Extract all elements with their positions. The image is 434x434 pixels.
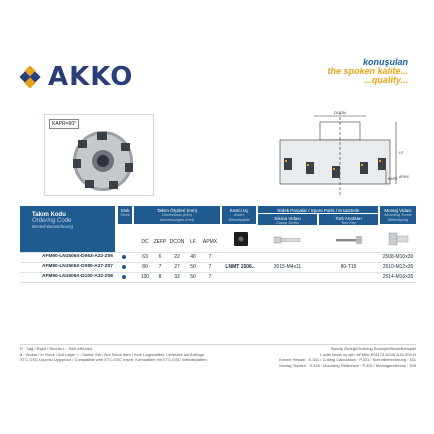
row-lf: 50	[190, 274, 196, 280]
footer-divider	[20, 344, 416, 345]
col-zefp: ZEFP	[153, 239, 167, 245]
row-lf: 40	[190, 254, 196, 260]
row-dcon: 32	[174, 274, 180, 280]
row-zefp: 6	[158, 254, 162, 260]
torx-key-image	[334, 234, 364, 246]
row-code: AFM90-LN1506X-D100-A32-Z08	[42, 274, 113, 279]
stock-en: Stock	[120, 213, 130, 217]
row-mount: 2510-M12x35	[382, 264, 414, 270]
row-dc: 100	[140, 274, 150, 280]
table-row	[20, 272, 416, 282]
col-dc: DC	[141, 239, 149, 245]
row-mount: 2508-M10x30	[382, 254, 414, 260]
code-header-tr: Takım Kodu	[32, 212, 66, 218]
row-dcon: 27	[174, 264, 180, 270]
footnote-right-2: 1 adet kesici uç için: AFM90-E01173-D040-A16-Z04-H	[319, 351, 416, 357]
brand-name: AKKO	[48, 62, 134, 92]
insert-tr: Kesici Uç	[229, 208, 249, 213]
footnote-right-3: Kesme Hesabı : S.331 / Cutting Calculation : P.331 / Schnittberechnung : 331	[279, 357, 416, 362]
dims-en: Dimensions (mm)	[162, 213, 192, 217]
mounting-screw-image	[386, 232, 410, 246]
mount-group-header	[380, 206, 416, 224]
footnote-left-3: XTC-GSC Uyumlu Uygundur / Compatible with XTC-GSC Insert. Kompatibel mit XTC-GSC Wendeplatten.	[20, 357, 208, 362]
mount-en: Mounting Screw	[384, 213, 412, 217]
screw-en: Clamp Screw	[276, 221, 299, 225]
milling-cutter-image	[45, 115, 155, 197]
footnotes	[20, 346, 416, 368]
row-apmx: 7	[208, 264, 212, 270]
technical-drawing	[236, 108, 412, 200]
screw-code: 3015-M4x11	[273, 264, 302, 270]
col-apmx: APMX	[202, 239, 218, 245]
key-en: Torx Key	[341, 221, 356, 225]
footnote-right-4: Montaj Ölçüleri : S.326 / Mounting Reference : P.326 / Montagereferenz : 326	[279, 362, 416, 368]
table-row	[20, 262, 416, 272]
table-header	[20, 206, 416, 252]
dim-lf: LF	[399, 150, 404, 155]
row-mount: 2514-M16x35	[382, 274, 414, 280]
key-subheader	[319, 214, 378, 225]
dims-de: Abmessungen (mm)	[159, 218, 195, 222]
dim-kapr: KAPR	[388, 177, 398, 181]
insert-code: LNMT 1506..	[225, 264, 255, 270]
tagline-line3: ...quality...	[364, 75, 408, 85]
code-header-en: Ordering Code	[32, 218, 72, 224]
row-apmx: 7	[208, 274, 212, 280]
col-lf: LF	[190, 239, 196, 245]
row-lf: 50	[190, 264, 196, 270]
row-dcon: 22	[174, 254, 180, 260]
stock-dot	[122, 255, 126, 259]
dim-apmx: APMX	[399, 175, 409, 179]
spare-group-header	[258, 206, 378, 213]
dims-group-header	[134, 206, 220, 224]
col-dcon: DCON	[169, 239, 185, 245]
code-header	[20, 206, 115, 252]
tagline-line1: konuşulan	[362, 57, 408, 67]
footnote-left-1: R : Sağ / Right / Rechts L : Sol/Left/Links	[20, 346, 93, 351]
insert-en: Insert	[234, 213, 244, 217]
dims-tr: Takım Ölçüleri (mm)	[156, 208, 198, 213]
row-dc: 63	[142, 254, 148, 260]
akko-logo-mark-icon	[20, 66, 42, 88]
insert-group-header	[222, 206, 256, 224]
dim-dcon: DCON	[334, 110, 346, 115]
stock-dot	[122, 275, 126, 279]
stock-group-header	[118, 206, 132, 224]
row-zefp: 8	[158, 274, 162, 280]
spare-title: Yedek Parçalar / Spare Parts / Ersatzteile	[276, 208, 360, 213]
footnote-left-2: ● : Stokta / In Stock / Auf Lager ○ : Stokta Yok / Not Stock Item / Kein Lagerartikel, Lieferzeit auf Anfrage	[20, 351, 205, 357]
key-tr: Tork Anahtarı	[335, 216, 362, 221]
footnote-right-1: Sipariş Örneği/Ordering Example/Bestellbeispiel	[330, 346, 416, 351]
product-photo	[44, 114, 154, 196]
footnotes-right	[279, 346, 416, 368]
tagline-line2: the spoken kalite...	[327, 66, 408, 76]
stock-tr: Stok	[120, 208, 130, 213]
key-code: 80-T15	[340, 264, 357, 270]
row-code: AFM90-LN1506X-D063-A22-Z06	[42, 254, 113, 259]
row-zefp: 7	[158, 264, 162, 270]
table-row	[20, 252, 416, 262]
product-table	[20, 206, 416, 282]
brand-logo	[20, 62, 133, 92]
tagline	[327, 58, 408, 85]
kapr-badge: KAPR=90°	[49, 119, 79, 129]
code-header-de: Bestell-Bezeichnung	[32, 224, 74, 229]
screw-image	[272, 234, 302, 246]
stock-dot	[122, 265, 126, 269]
insert-image	[232, 230, 250, 248]
mount-de: Befestigung	[387, 218, 409, 222]
screw-subheader	[258, 214, 317, 225]
row-dc: 80	[142, 264, 148, 270]
mount-tr: Montaj Vidası	[384, 208, 412, 213]
row-apmx: 7	[208, 254, 212, 260]
row-code: AFM90-LN1506X-D080-A27-Z07	[42, 264, 113, 269]
screw-tr: Sıkma Vidası	[274, 216, 301, 221]
insert-de: Wendeplatte	[228, 218, 250, 222]
